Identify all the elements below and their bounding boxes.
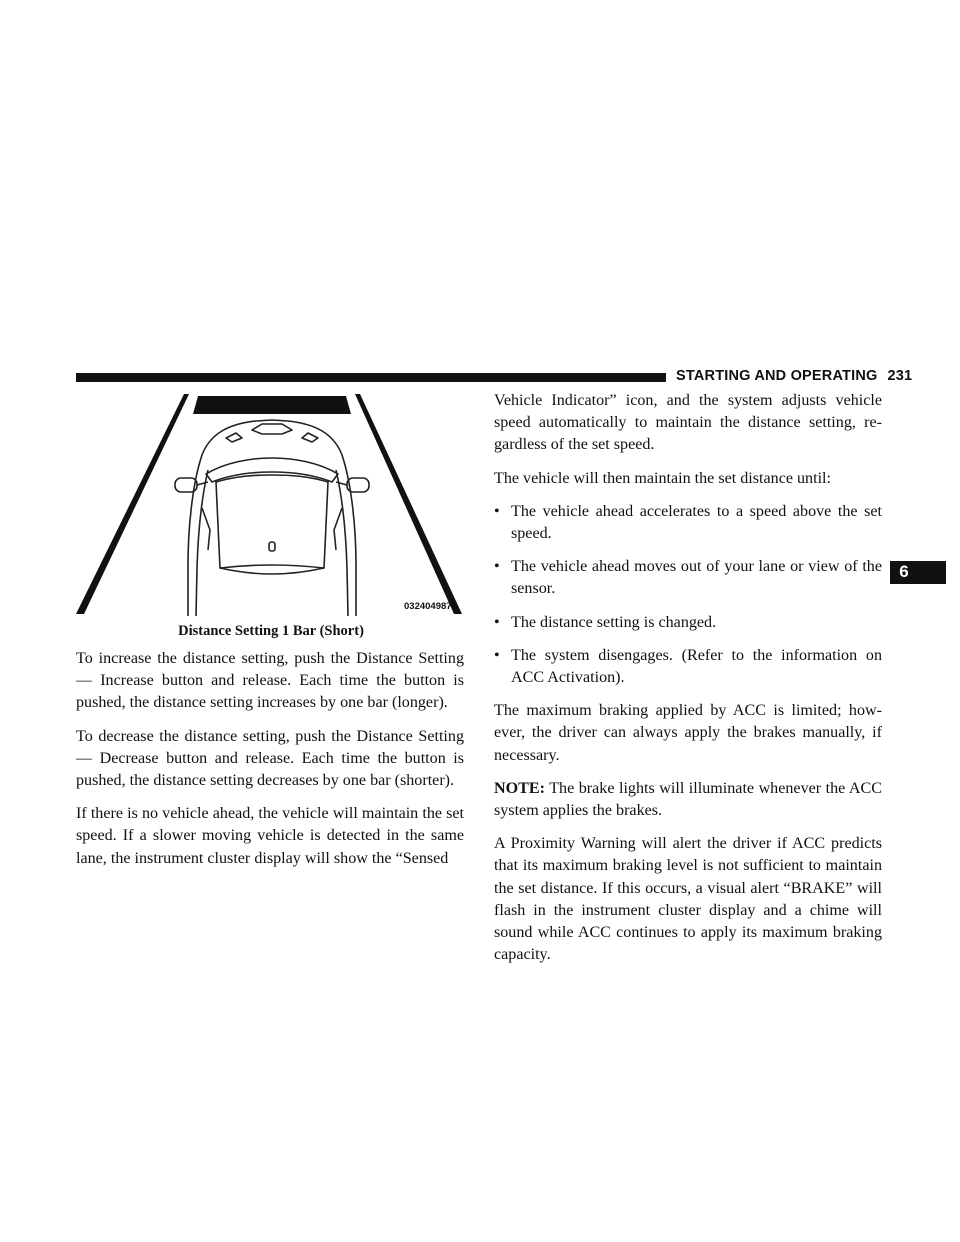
bullet-icon: •	[494, 613, 500, 631]
condition-list	[494, 501, 882, 689]
car-outline	[175, 420, 369, 616]
chapter-tab	[890, 561, 946, 584]
list-item-text: The vehicle ahead moves out of your lane or view of the sensor.	[511, 558, 882, 598]
note-text: The brake lights will illuminate whenever the ACC system applies the brakes.	[494, 779, 882, 820]
section-title: STARTING AND OPERATING	[676, 368, 878, 384]
note-paragraph	[494, 778, 882, 822]
figure-image-id: 0324049877	[404, 601, 457, 612]
list-item	[494, 556, 882, 600]
running-header	[676, 368, 912, 384]
note-label: NOTE:	[494, 779, 545, 797]
distance-bar-1	[193, 396, 351, 414]
paragraph-decrease-distance: To decrease the distance setting, push the Distance Setting — Decrease button and release. Each time the button is pushed, the distance setting decreases by one bar (shorter).	[76, 727, 464, 790]
right-lane-line	[355, 394, 462, 614]
left-column	[76, 648, 464, 881]
bullet-icon: •	[494, 502, 500, 520]
figure-caption: Distance Setting 1 Bar (Short)	[178, 623, 364, 639]
left-lane-line	[76, 394, 189, 614]
bullet-icon: •	[494, 646, 500, 664]
vehicle-top-view-illustration	[76, 390, 466, 620]
list-intro: The vehicle will then maintain the set distance until:	[494, 469, 831, 487]
chapter-number: 6	[899, 562, 909, 581]
distance-setting-figure	[76, 390, 466, 620]
page-number: 231	[887, 368, 913, 384]
paragraph-no-vehicle-ahead: If there is no vehicle ahead, the vehicle will maintain the set speed. If a slower moving vehicle is detected in the same lane, the instrument cluster display will show the “Sensed	[76, 805, 464, 867]
list-item	[494, 645, 882, 689]
list-item-text: The vehicle ahead accelerates to a speed above the set speed.	[511, 502, 882, 543]
header-rule	[76, 373, 666, 382]
paragraph-increase-distance: To increase the distance setting, push the Distance Setting — Increase button and release. Each time the button is pushed, the distance setting increases by one bar (longer).	[76, 650, 464, 712]
list-item	[494, 612, 882, 634]
right-column	[494, 390, 882, 977]
paragraph-maximum-braking: The maximum braking applied by ACC is limited; how-ever, the driver can always apply the brakes manually, if necessary.	[494, 702, 882, 764]
bullet-icon: •	[494, 558, 500, 576]
list-item-text: The system disengages. (Refer to the information on ACC Activation).	[511, 646, 882, 687]
paragraph-proximity-warning: A Proximity Warning will alert the driver if ACC predicts that its maximum braking level is not sufficient to maintain the set distance. If this occurs, a visual alert “BRAKE” will flash in the instrument cluster display and a chime will sound while ACC continues to apply its maximum braking capacity.	[494, 835, 882, 964]
list-item-text: The distance setting is changed.	[511, 613, 717, 631]
list-item	[494, 501, 882, 545]
paragraph-sensed-vehicle: Vehicle Indicator” icon, and the system adjusts vehicle speed automatically to maintain the distance setting, re-gardless of the set speed.	[494, 392, 882, 454]
